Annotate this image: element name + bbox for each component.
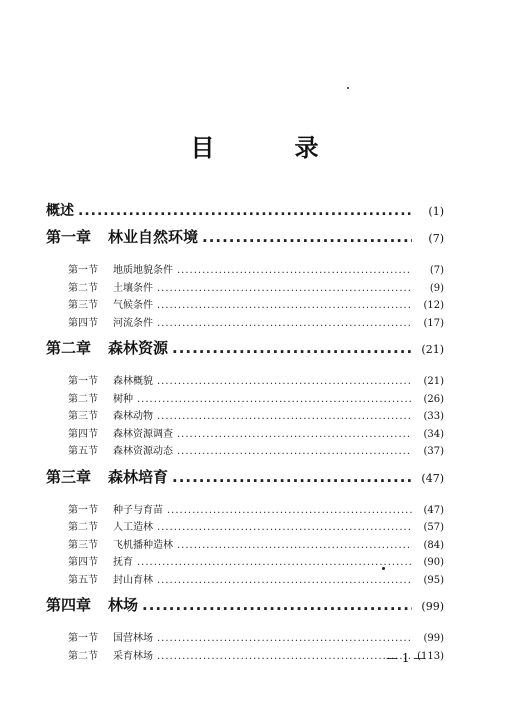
section-title: 树种 (113, 393, 133, 405)
section-page: (9) (429, 282, 444, 294)
section-number: 第五节 (68, 446, 98, 457)
chapter-number: 第四章 (46, 596, 92, 614)
spacer (46, 492, 444, 501)
dot-leader (172, 339, 412, 357)
section-title: 抚育 (113, 557, 133, 568)
section-title: 国营林场 (113, 633, 153, 644)
chapter-list (46, 226, 444, 670)
print-speck (347, 87, 349, 89)
section-title: 封山育林 (113, 574, 153, 586)
chapter-title: 林业自然环境 (108, 228, 199, 246)
dot-leader (157, 633, 412, 644)
toc-chapter-entry[interactable] (46, 466, 444, 492)
section-number: 第二节 (68, 282, 98, 294)
section-title: 森林概貌 (113, 376, 153, 387)
section-number: 第三节 (68, 411, 98, 422)
toc-section-entry[interactable] (46, 296, 444, 314)
section-page: (26) (423, 393, 444, 405)
dot-leader (137, 557, 412, 568)
dot-leader (167, 505, 412, 516)
spacer (46, 620, 444, 629)
section-number: 第四节 (68, 557, 98, 568)
section-number: 第二节 (68, 393, 98, 405)
section-title: 气候条件 (113, 300, 153, 311)
page-title: 目 录 (190, 134, 347, 162)
table-of-contents (46, 200, 444, 670)
dot-leader (157, 300, 412, 311)
toc-entry-title: 概述 (46, 203, 74, 219)
toc-section-entry[interactable] (46, 372, 444, 390)
dot-leader (157, 575, 412, 586)
section-page: (95) (423, 574, 444, 586)
toc-section-entry[interactable] (46, 629, 444, 647)
spacer (46, 252, 444, 261)
section-page: (90) (423, 557, 444, 568)
section-number: 第二节 (68, 522, 98, 533)
toc-section-entry[interactable] (46, 536, 444, 554)
toc-chapter-entry[interactable] (46, 594, 444, 620)
section-page: (12) (423, 300, 444, 311)
section-number: 第二节 (68, 650, 98, 662)
section-title: 森林资源动态 (113, 446, 173, 457)
toc-section-entry[interactable] (46, 571, 444, 589)
dot-leader (157, 651, 412, 662)
section-title: 森林动物 (113, 411, 153, 422)
section-page: (33) (423, 411, 444, 422)
chapter-page: (47) (421, 471, 444, 485)
section-number: 第五节 (68, 574, 98, 586)
section-page: (84) (423, 539, 444, 551)
section-number: 第一节 (68, 376, 98, 387)
section-page: (99) (423, 633, 444, 644)
toc-section-entry[interactable] (46, 261, 444, 279)
toc-section-entry[interactable] (46, 314, 444, 332)
section-number: 第一节 (68, 504, 98, 516)
toc-chapter-entry[interactable] (46, 226, 444, 252)
toc-entry-page: (1) (428, 205, 444, 218)
chapter-title: 森林培育 (108, 467, 169, 486)
section-page: (113) (417, 650, 444, 662)
section-title: 种子与育苗 (113, 504, 163, 516)
chapter-page: (7) (428, 232, 444, 245)
dot-leader (202, 228, 412, 246)
section-number: 第四节 (68, 317, 98, 329)
section-number: 第一节 (68, 265, 98, 276)
section-page: (21) (423, 376, 444, 387)
toc-section-entry[interactable] (46, 425, 444, 443)
dot-leader (177, 446, 412, 457)
section-title: 飞机播种造林 (113, 539, 173, 551)
toc-section-entry[interactable] (46, 442, 444, 460)
toc-section-entry[interactable] (46, 407, 444, 425)
chapter-number: 第三章 (46, 467, 92, 486)
dot-leader (157, 522, 412, 533)
dot-leader (157, 411, 412, 422)
section-page: (17) (423, 317, 444, 329)
dot-leader (157, 318, 412, 329)
dot-leader (172, 468, 412, 486)
dot-leader (78, 203, 412, 219)
print-speck (382, 567, 385, 570)
chapter-number: 第一章 (46, 228, 92, 246)
section-number: 第四节 (68, 428, 98, 440)
chapter-number: 第二章 (46, 339, 92, 357)
section-title: 人工造林 (113, 522, 153, 533)
page-number: — 1 — (386, 651, 426, 665)
section-title: 采育林场 (113, 650, 153, 662)
section-page: (34) (423, 428, 444, 440)
toc-section-entry[interactable] (46, 501, 444, 519)
spacer (46, 664, 444, 670)
toc-chapter-entry[interactable] (46, 337, 444, 363)
dot-leader (137, 394, 412, 405)
section-page: (37) (423, 446, 444, 457)
chapter-page: (21) (421, 343, 444, 356)
section-number: 第三节 (68, 539, 98, 551)
toc-section-entry[interactable] (46, 279, 444, 297)
section-title: 森林资源调查 (113, 428, 173, 440)
section-title: 土壤条件 (113, 282, 153, 294)
dot-leader (157, 376, 412, 387)
dot-leader (177, 540, 412, 551)
section-number: 第一节 (68, 633, 98, 644)
section-title: 河流条件 (113, 317, 153, 329)
toc-section-entry[interactable] (46, 518, 444, 536)
toc-section-entry[interactable] (46, 390, 444, 408)
toc-section-entry[interactable] (46, 647, 444, 665)
dot-leader (177, 265, 412, 276)
dot-leader (157, 283, 412, 294)
section-page: (57) (423, 522, 444, 533)
section-page: (47) (423, 504, 444, 516)
chapter-title: 林场 (108, 596, 139, 614)
section-title: 地质地貌条件 (113, 265, 173, 276)
dot-leader (142, 596, 412, 614)
chapter-page: (99) (421, 600, 444, 613)
chapter-title: 森林资源 (108, 339, 169, 357)
toc-intro-entry[interactable] (46, 200, 444, 226)
spacer (46, 363, 444, 372)
dot-leader (177, 429, 412, 440)
section-page: (7) (429, 265, 444, 276)
section-number: 第三节 (68, 300, 98, 311)
